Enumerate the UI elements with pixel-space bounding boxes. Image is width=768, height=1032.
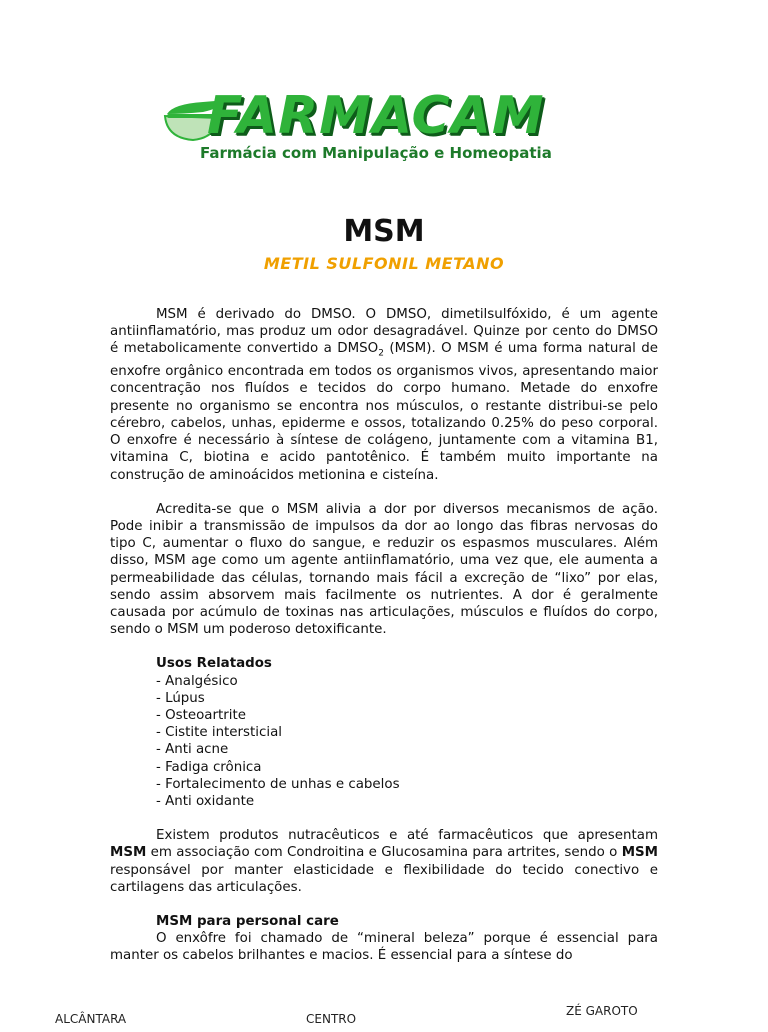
bold-msm: MSM xyxy=(621,845,658,861)
farmacam-logo xyxy=(163,86,623,164)
paragraph-text: (MSM). O MSM é uma forma natural de enxofre orgânico encontrada em todos os organismos vivos, apresentando maior concentração nos fluídos e tecidos do corpo humano. Metade do enxofre presente no organismo se encontra nos músculos, o restante distribui-se pelo cérebro, cabelos, unhas, epiderme e ossos, totalizando 0.25% do peso corporal. O enxofre é necessário à síntese de colágeno, juntamente com a vitamina B1, vitamina C, biotina e acido pantotênico. É também muito importante na construção de aminoácidos metionina e cisteína. xyxy=(110,341,658,483)
uses-list-item: - Osteoartrite xyxy=(156,707,246,723)
uses-list-item: - Analgésico xyxy=(156,673,238,689)
logo-brand: FARMACAM xyxy=(207,86,545,146)
footer xyxy=(0,1004,768,1032)
footer-right: ZÉ GAROTO xyxy=(566,1004,638,1018)
paragraph-dmso xyxy=(110,306,658,484)
personal-care-heading: MSM para personal care xyxy=(156,913,339,929)
uses-list-item: - Cistite intersticial xyxy=(156,725,283,741)
uses-list-item: - Fadiga crônica xyxy=(156,759,262,775)
uses-list-item: - Anti acne xyxy=(156,742,229,758)
footer-center: CENTRO xyxy=(306,1012,357,1026)
bold-msm: MSM xyxy=(110,845,147,861)
paragraph-pain-relief: Acredita-se que o MSM alivia a dor por diversos mecanismos de ação. Pode inibir a transmissão de impulsos da dor ao longo das fibras nervosas do tipo C, aumentar o fluxo do sangue, e reduzir os espasmos musculares. Além disso, MSM age como um agente antiinflamatório, uma vez que, ele aumenta a permeabilidade das células, tornando mais fácil a excreção de “lixo” por elas, sendo assim absorvem mais facilmente os nutrientes. A dor é geralmente causada por acúmulo de toxinas nas articulações, músculos e fluídos do corpo, sendo o MSM um poderoso detoxificante. xyxy=(110,501,658,638)
paragraph-text: Existem produtos nutracêuticos e até farmacêuticos que apresentam xyxy=(156,828,658,844)
paragraph-text: em associação com Condroitina e Glucosamina para artrites, sendo o xyxy=(146,845,622,861)
uses-list-item: - Anti oxidante xyxy=(156,793,255,809)
uses-heading: Usos Relatados xyxy=(156,656,272,672)
page-subtitle: METIL SULFONIL METANO xyxy=(263,254,505,273)
paragraph-personal-care: O enxôfre foi chamado de “mineral beleza” porque é essencial para manter os cabelos brilhantes e macios. É essencial para a síntese do xyxy=(110,931,658,964)
subscript: 2 xyxy=(378,349,384,360)
paragraph-text: MSM é derivado do DMSO. O DMSO, dimetilsulfóxido, é um agente antiinflamatório, mas produz um odor desagradável. Quinze por cento do DMSO é metabolicamente convertido a DMSO xyxy=(110,307,658,357)
uses-list-item: - Lúpus xyxy=(156,690,205,706)
uses-list xyxy=(156,673,658,811)
footer-left: ALCÂNTARA xyxy=(55,1012,127,1026)
uses-list-item: - Fortalecimento de unhas e cabelos xyxy=(156,776,400,792)
page-title: MSM xyxy=(343,214,425,249)
document-body xyxy=(110,306,658,965)
paragraph-text: responsável por manter elasticidade e flexibilidade do tecido conectivo e cartilagens das articulações. xyxy=(110,862,658,895)
uses-list-section xyxy=(156,655,658,810)
paragraph-products xyxy=(110,827,658,896)
logo-tagline: Farmácia com Manipulação e Homeopatia xyxy=(200,144,552,162)
